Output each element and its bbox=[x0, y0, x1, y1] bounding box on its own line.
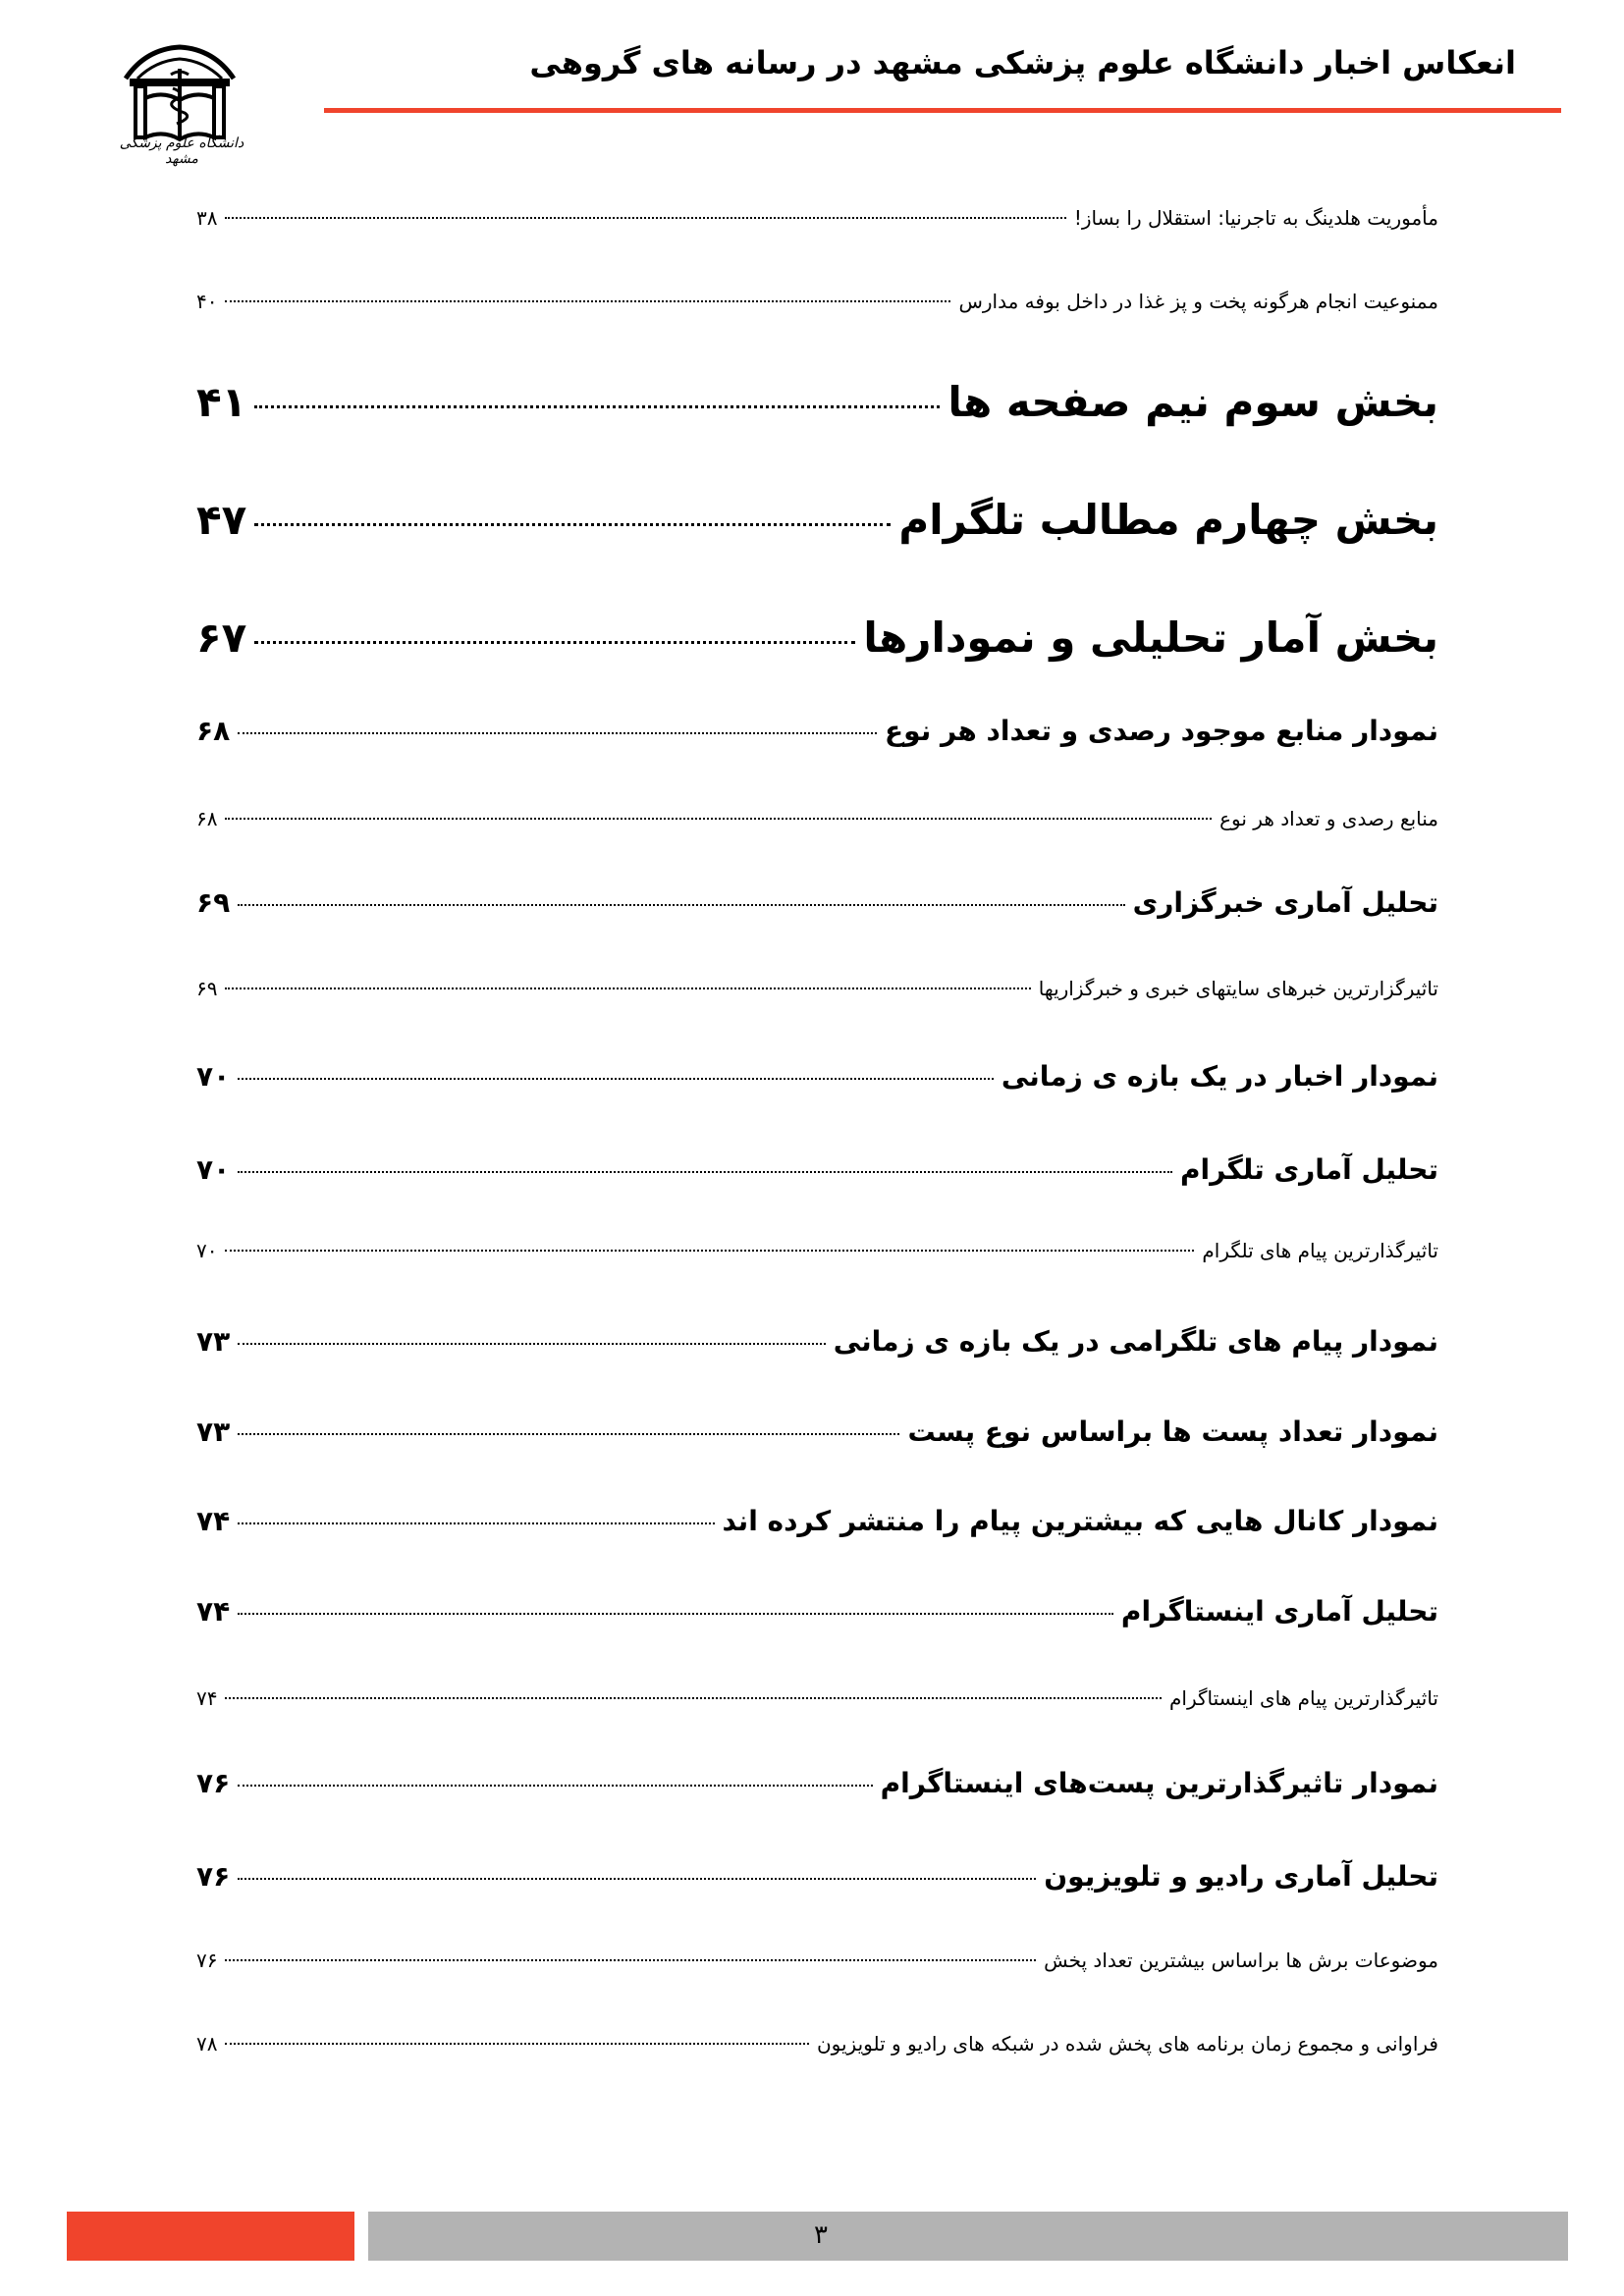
toc-leader-dots bbox=[225, 1959, 1036, 1961]
footer-red-bar bbox=[67, 2212, 354, 2261]
toc-entry[interactable] bbox=[196, 1949, 1438, 1972]
toc-entry-page: ۶۸ bbox=[196, 807, 218, 830]
toc-entry[interactable] bbox=[196, 1239, 1438, 1262]
toc-leader-dots bbox=[238, 1171, 1172, 1173]
toc-entry[interactable] bbox=[196, 1060, 1438, 1093]
toc-entry-title: نمودار کانال هایی که بیشترین پیام را منتشر کرده اند bbox=[722, 1505, 1438, 1537]
toc-entry-page: ۷۶ bbox=[196, 1767, 231, 1799]
toc-entry-page: ۷۳ bbox=[196, 1325, 231, 1358]
toc-entry[interactable] bbox=[196, 206, 1438, 230]
toc-entry[interactable] bbox=[196, 496, 1438, 544]
toc-entry-title: نمودار منابع موجود رصدی و تعداد هر نوع bbox=[885, 715, 1438, 747]
toc-entry[interactable] bbox=[196, 807, 1438, 830]
toc-entry-title: تحلیل آماری تلگرام bbox=[1179, 1153, 1438, 1186]
toc-entry-page: ۷۴ bbox=[196, 1505, 231, 1537]
toc-entry[interactable] bbox=[196, 1505, 1438, 1537]
toc-leader-dots bbox=[225, 1250, 1194, 1252]
toc-leader-dots bbox=[225, 217, 1065, 219]
toc-entry-page: ۴۰ bbox=[196, 290, 218, 313]
toc-entry-page: ۷۰ bbox=[196, 1239, 218, 1262]
toc-entry-title: تاثیرگذارترین پیام های اینستاگرام bbox=[1169, 1686, 1438, 1710]
page-number: ۳ bbox=[814, 2220, 828, 2250]
toc-entry-page: ۷۶ bbox=[196, 1860, 231, 1893]
toc-leader-dots bbox=[238, 1785, 872, 1787]
toc-entry-title: نمودار تعداد پست ها براساس نوع پست bbox=[907, 1415, 1438, 1448]
toc-leader-dots bbox=[225, 818, 1212, 820]
toc-entry-page: ۷۴ bbox=[196, 1686, 218, 1710]
toc-entry-title: فراوانی و مجموع زمان برنامه های پخش شده در شبکه های رادیو و تلویزیون bbox=[816, 2032, 1438, 2056]
toc-entry-title: تاثیرگذارترین پیام های تلگرام bbox=[1202, 1239, 1438, 1262]
toc-entry-title: بخش آمار تحلیلی و نمودارها bbox=[863, 614, 1438, 662]
toc-entry[interactable] bbox=[196, 2032, 1438, 2056]
toc-leader-dots bbox=[225, 988, 1030, 989]
toc-entry-page: ۶۹ bbox=[196, 886, 231, 919]
toc-entry[interactable] bbox=[196, 886, 1438, 919]
toc-leader-dots bbox=[238, 1522, 714, 1524]
toc-entry-title: تاثیرگزارترین خبرهای سایتهای خبری و خبرگزاریها bbox=[1038, 977, 1438, 1000]
toc-entry-title: بخش سوم نیم صفحه ها bbox=[947, 378, 1438, 426]
toc-entry-title: بخش چهارم مطالب تلگرام bbox=[898, 496, 1438, 544]
toc-entry-title: تحلیل آماری اینستاگرام bbox=[1120, 1595, 1438, 1628]
page-title: انعکاس اخبار دانشگاه علوم پزشکی مشهد در رسانه های گروهی bbox=[529, 44, 1516, 81]
toc-entry-title: تحلیل آماری رادیو و تلویزیون bbox=[1044, 1860, 1438, 1893]
toc-entry[interactable] bbox=[196, 1686, 1438, 1710]
toc-entry[interactable] bbox=[196, 378, 1438, 426]
toc-leader-dots bbox=[238, 1878, 1036, 1880]
toc-entry-page: ۶۸ bbox=[196, 715, 231, 747]
toc-leader-dots bbox=[238, 1343, 826, 1345]
toc-leader-dots bbox=[238, 1078, 994, 1080]
toc-entry[interactable] bbox=[196, 1153, 1438, 1186]
toc-entry-page: ۷۸ bbox=[196, 2032, 218, 2056]
toc-entry[interactable] bbox=[196, 1767, 1438, 1799]
toc-entry-page: ۷۰ bbox=[196, 1153, 231, 1186]
toc-entry-title: موضوعات برش ها براساس بیشترین تعداد پخش bbox=[1044, 1949, 1438, 1972]
toc-entry-page: ۴۷ bbox=[196, 496, 247, 544]
toc-entry-page: ۷۶ bbox=[196, 1949, 218, 1972]
toc-entry-page: ۷۴ bbox=[196, 1595, 231, 1628]
toc-entry-page: ۷۳ bbox=[196, 1415, 231, 1448]
toc-leader-dots bbox=[254, 641, 855, 644]
toc-entry-page: ۶۹ bbox=[196, 977, 218, 1000]
toc-leader-dots bbox=[254, 523, 891, 526]
toc-entry[interactable] bbox=[196, 614, 1438, 662]
toc-leader-dots bbox=[238, 732, 877, 734]
toc-leader-dots bbox=[225, 1697, 1162, 1699]
toc-entry[interactable] bbox=[196, 290, 1438, 313]
toc-leader-dots bbox=[238, 1613, 1113, 1615]
toc-entry-title: نمودار پیام های تلگرامی در یک بازه ی زمانی bbox=[833, 1325, 1438, 1358]
toc-entry[interactable] bbox=[196, 977, 1438, 1000]
toc-leader-dots bbox=[225, 300, 950, 302]
toc-entry[interactable] bbox=[196, 715, 1438, 747]
logo-caption: دانشگاه علوم پزشکی مشهد bbox=[119, 135, 244, 167]
toc-entry-title: ممنوعیت انجام هرگونه پخت و پز غذا در داخل بوفه مدارس bbox=[958, 290, 1438, 313]
toc-entry[interactable] bbox=[196, 1415, 1438, 1448]
toc-entry-title: تحلیل آماری خبرگزاری bbox=[1132, 886, 1438, 919]
toc-entry-page: ۶۷ bbox=[196, 614, 247, 662]
toc-leader-dots bbox=[254, 405, 940, 408]
toc-leader-dots bbox=[225, 2043, 808, 2045]
toc-entry-title: منابع رصدی و تعداد هر نوع bbox=[1219, 807, 1438, 830]
toc-entry-title: نمودار اخبار در یک بازه ی زمانی bbox=[1001, 1060, 1438, 1093]
toc-leader-dots bbox=[238, 1433, 899, 1435]
toc-entry-page: ۷۰ bbox=[196, 1060, 231, 1093]
toc-entry-title: نمودار تاثیرگذارترین پست‌های اینستاگرام bbox=[880, 1767, 1438, 1799]
toc-entry[interactable] bbox=[196, 1325, 1438, 1358]
toc-entry-title: مأموریت هلدینگ به تاجرنیا: استقلال را بساز! bbox=[1073, 206, 1438, 230]
toc-leader-dots bbox=[238, 904, 1124, 906]
toc-entry-page: ۳۸ bbox=[196, 206, 218, 230]
toc-entry[interactable] bbox=[196, 1595, 1438, 1628]
toc-entry-page: ۴۱ bbox=[196, 378, 247, 426]
toc-entry[interactable] bbox=[196, 1860, 1438, 1893]
